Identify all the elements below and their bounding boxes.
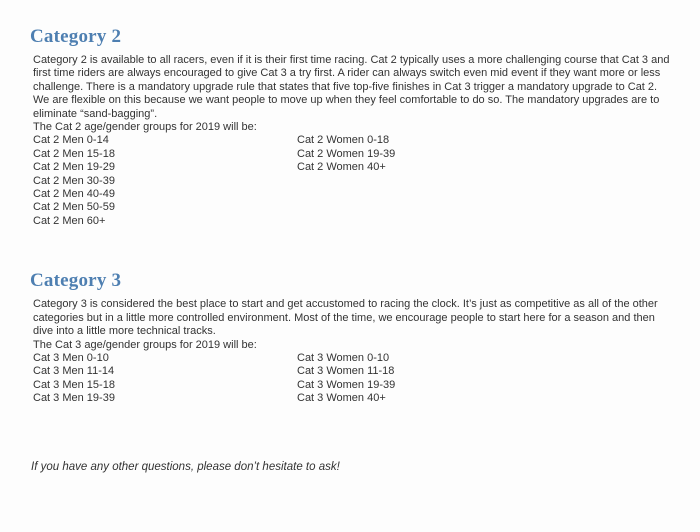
group-item: Cat 3 Men 0-10 bbox=[33, 351, 109, 364]
group-item: Cat 2 Men 50-59 bbox=[33, 201, 115, 214]
group-item: Cat 3 Women 19-39 bbox=[297, 378, 396, 391]
group-item: Cat 2 Men 15-18 bbox=[33, 147, 115, 160]
group-item: Cat 3 Men 15-18 bbox=[33, 378, 115, 391]
group-item: Cat 2 Men 30-39 bbox=[33, 174, 115, 187]
groups-intro-category-2: The Cat 2 age/gender groups for 2019 will be: bbox=[33, 121, 257, 134]
group-item: Cat 2 Men 60+ bbox=[33, 214, 106, 227]
closing-note: If you have any other questions, please don’t hesitate to ask! bbox=[31, 460, 340, 473]
section-paragraph-category-2: Category 2 is available to all racers, even if it is their first time racing. Cat 2 typically uses a more challenging course that Cat 3 and first time riders are always encouraged to give Cat 3 a try first. A rider can always switch even mid event if they want more or less challenge. There is a mandatory upgrade rule that states that five top-five finishes in Cat 3 trigger a mandatory upgrade to Cat 2. We are flexible on this because we want people to move up when they feel comfortable to do so. The mandatory upgrades are to eliminate “sand-bagging”. bbox=[33, 54, 670, 120]
men-groups-column-category-3 bbox=[33, 352, 297, 406]
group-item: Cat 3 Men 11-14 bbox=[33, 365, 115, 378]
section-heading-category-2: Category 2 bbox=[30, 26, 122, 47]
section-body-category-3 bbox=[33, 298, 675, 405]
groups-intro-category-3: The Cat 3 age/gender groups for 2019 will be: bbox=[33, 338, 257, 351]
group-item: Cat 2 Women 0-18 bbox=[297, 134, 390, 147]
group-item: Cat 2 Men 0-14 bbox=[33, 134, 109, 147]
group-item: Cat 2 Men 19-29 bbox=[33, 161, 115, 174]
section-category-2 bbox=[30, 26, 672, 228]
group-item: Cat 3 Women 0-10 bbox=[297, 351, 390, 364]
section-paragraph-category-3: Category 3 is considered the best place to start and get accustomed to racing the clock. It’s just as competitive as all of the other categories but in a little more controlled environment. Most of the time, we encourage people to start here for a season and then dive into a little more technical tracks. bbox=[33, 298, 658, 338]
women-groups-column-category-3 bbox=[297, 352, 675, 406]
groups-columns-category-3 bbox=[33, 352, 675, 406]
groups-columns-category-2 bbox=[33, 134, 675, 228]
women-groups-column-category-2 bbox=[297, 134, 675, 174]
section-category-3 bbox=[30, 270, 672, 405]
group-item: Cat 2 Women 40+ bbox=[297, 161, 386, 174]
section-body-category-2 bbox=[33, 54, 675, 228]
group-item: Cat 3 Women 40+ bbox=[297, 392, 386, 405]
section-heading-category-3: Category 3 bbox=[30, 270, 122, 292]
group-item: Cat 2 Men 40-49 bbox=[33, 188, 115, 201]
group-item: Cat 2 Women 19-39 bbox=[297, 147, 396, 160]
group-item: Cat 3 Women 11-18 bbox=[297, 365, 395, 378]
men-groups-column-category-2 bbox=[33, 134, 297, 228]
group-item: Cat 3 Men 19-39 bbox=[33, 392, 115, 405]
